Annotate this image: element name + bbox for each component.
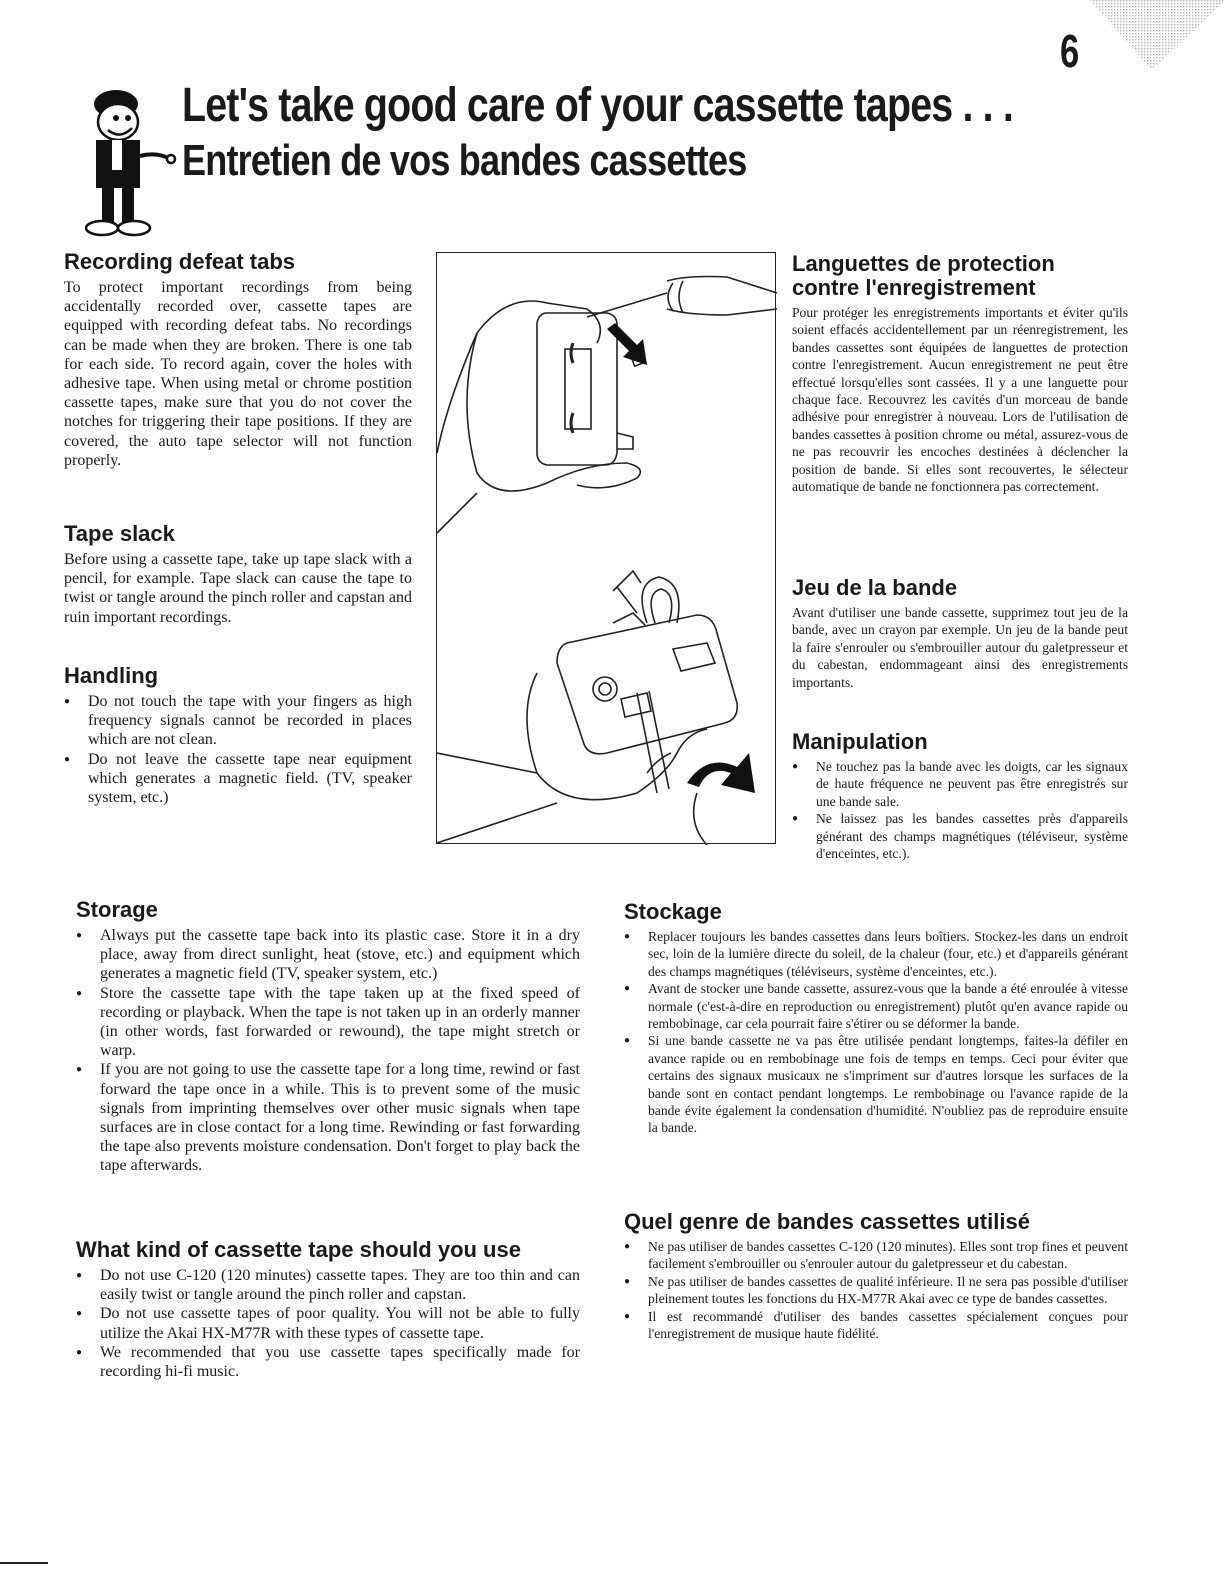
bullet-list — [76, 1266, 580, 1381]
section-quel-genre — [624, 1210, 1128, 1342]
section-heading: Storage — [76, 897, 158, 922]
cassette-illustration-box — [436, 252, 776, 844]
list-item: ● Do not leave the cassette tape near equipment which generates a magnetic field. (TV, speaker system, etc.) — [64, 750, 412, 808]
corner-mark-graphic — [1090, 0, 1225, 70]
section-heading: Languettes de protection contre l'enregistrement — [792, 251, 1055, 300]
list-item: ● Il est recommandé d'utiliser des bandes cassettes spécialement conçues pour l'enregistrement de musique haute fidélité. — [624, 1308, 1128, 1343]
list-item: ● Store the cassette tape with the tape taken up at the fixed speed of recording or playback. When the tape is not taken up in an orderly manner (in other words, fast forwarded or rewound), the tape might stretch or warp. — [76, 984, 580, 1061]
section-jeu-de-la-bande — [792, 576, 1128, 691]
section-heading: Handling — [64, 663, 159, 688]
list-item: ● Avant de stocker une bande cassette, assurez-vous que la bande a été enroulée à vitesse normale (c'est-à-dire en reproduction ou enregistrement) plutôt qu'en avance rapide ou rembobinage, car cela pourrait faire s'étirer ou se déformer la bande. — [624, 980, 1128, 1032]
section-storage — [76, 898, 580, 1176]
cassette-illustration — [437, 253, 777, 845]
section-handling — [64, 664, 412, 807]
page-title-fr: Entretien de vos bandes cassettes — [182, 136, 747, 185]
section-text: Avant d'utiliser une bande cassette, supprimez tout jeu de la bande, avec un crayon par exemple. Un jeu de la bande peut la faire s'enrouler ou s'embrouiller autour du galetpresseur et du cabestan, endommageant ainsi des enregistrements importants. — [792, 605, 1128, 690]
mascot-illustration — [78, 82, 178, 242]
section-stockage — [624, 900, 1128, 1137]
section-heading: Tape slack — [64, 521, 175, 546]
section-text: Before using a cassette tape, take up tape slack with a pencil, for example. Tape slack can cause the tape to twist or tangle around the pinch roller and capstan and ruin important recordings. — [64, 551, 412, 626]
bullet-list — [64, 692, 412, 807]
list-item: ● Si une bande cassette ne va pas être utilisée pendant longtemps, faites-la défiler en avance rapide ou en rembobinage une fois de temps en temps. Ceci pour éviter que certains des signaux musicaux ne s'impriment sur d'autres lorsque les surfaces de la bande sont en contact pendant longtemps. Le rembobinage ou l'avance rapide de la bande évite également la condensation d'humidité. N'oubliez pas de reproduire ensuite la bande. — [624, 1032, 1128, 1136]
section-heading: Quel genre de bandes cassettes utilisé — [624, 1209, 1030, 1234]
page-title-en: Let's take good care of your cassette tapes . . . — [182, 79, 1014, 132]
bullet-list — [624, 1238, 1128, 1342]
list-item: ● Ne laissez pas les bandes cassettes près d'appareils générant des champs magnétiques (téléviseur, système d'enceintes, etc.). — [792, 810, 1128, 862]
list-item: ● Do not use C-120 (120 minutes) cassette tapes. They are too thin and can easily twist or tangle around the pinch roller and capstan. — [76, 1266, 580, 1304]
list-item: ● Ne touchez pas la bande avec les doigts, car les signaux de haute fréquence ne peuvent pas être enregistrés sur une bande sale. — [792, 758, 1128, 810]
list-item: ● Ne pas utiliser de bandes cassettes C-120 (120 minutes). Elles sont trop fines et peuvent facilement s'embrouiller ou s'enrouler autour du galetpresseur et du cabestan. — [624, 1238, 1128, 1273]
list-item: ● Always put the cassette tape back into its plastic case. Store it in a dry place, away from direct sunlight, heat (stove, etc.) and equipment which generates a magnetic field (TV, speaker system, etc.) — [76, 926, 580, 984]
section-heading: Manipulation — [792, 729, 928, 754]
bullet-list — [792, 758, 1128, 862]
section-languettes — [792, 252, 1128, 495]
section-tape-slack — [64, 522, 412, 627]
list-item: ● Replacer toujours les bandes cassettes dans leurs boîtiers. Stockez-les dans un endroit sec, loin de la lumière directe du soleil, de la chaleur (four, etc.) et d'appareils générant des champs magnétiques (téléviseurs, système d'enceintes, etc.). — [624, 928, 1128, 980]
section-heading: Stockage — [624, 899, 722, 924]
section-recording-defeat-tabs — [64, 250, 412, 470]
list-item: ● Do not touch the tape with your fingers as high frequency signals cannot be recorded in places which are not clean. — [64, 692, 412, 750]
section-manipulation — [792, 730, 1128, 862]
list-item: ● Ne pas utiliser de bandes cassettes de qualité inférieure. Il ne sera pas possible d'utiliser pleinement toutes les fonctions du HX-M77R Akai avec ce type de bandes cassettes. — [624, 1273, 1128, 1308]
list-item: ● Do not use cassette tapes of poor quality. You will not be able to fully utilize the Akai HX-M77R with these types of cassette tape. — [76, 1304, 580, 1342]
list-item: ● We recommended that you use cassette tapes specifically made for recording hi-fi music. — [76, 1343, 580, 1381]
section-heading: What kind of cassette tape should you use — [76, 1237, 521, 1262]
page-edge-rule — [0, 1562, 48, 1564]
bullet-list — [76, 926, 580, 1176]
section-heading: Recording defeat tabs — [64, 249, 296, 274]
page-number: 6 — [1060, 25, 1080, 77]
section-heading: Jeu de la bande — [792, 575, 958, 600]
bullet-list — [624, 928, 1128, 1137]
section-what-kind — [76, 1238, 580, 1381]
section-text: To protect important recordings from being accidentally recorded over, cassette tapes are equipped with recording defeat tabs. No recordings can be made when they are broken. There is one tab for each side. To record again, cover the holes with adhesive tape. When using metal or chrome postition cassette tapes, make sure that you do not cover the notches for triggering their tape positions. If they are covered, the auto tape selector will not function properly. — [64, 279, 412, 469]
section-text: Pour protéger les enregistrements importants et éviter qu'ils soient effacés accidentellement par un réenregistrement, les bandes cassettes sont équipées de languettes de protection contre l'enregistrement. Aucun enregistrement ne peut être effectué lorsqu'elles sont cassées. Il y a une languette pour chaque face. Recouvrez les cavités d'un morceau de bande adhésive pour enregistrer à nouveau. Lors de l'utilisation de bandes cassettes à position chrome ou métal, assurez-vous de ne pas recouvrir les encoches destinées à déclencher la position de bande. Si elles sont recouvertes, le sélecteur automatique de bande ne fonctionnera pas correctement. — [792, 305, 1128, 495]
list-item: ● If you are not going to use the cassette tape for a long time, rewind or fast forward the tape once in a while. This is to prevent some of the music signals from imprinting themselves over other music signals when tape surfaces are in close contact for a long time. Rewinding or fast forwarding the tape also prevents moisture condensation. Don't forget to play back the tape afterwards. — [76, 1060, 580, 1175]
